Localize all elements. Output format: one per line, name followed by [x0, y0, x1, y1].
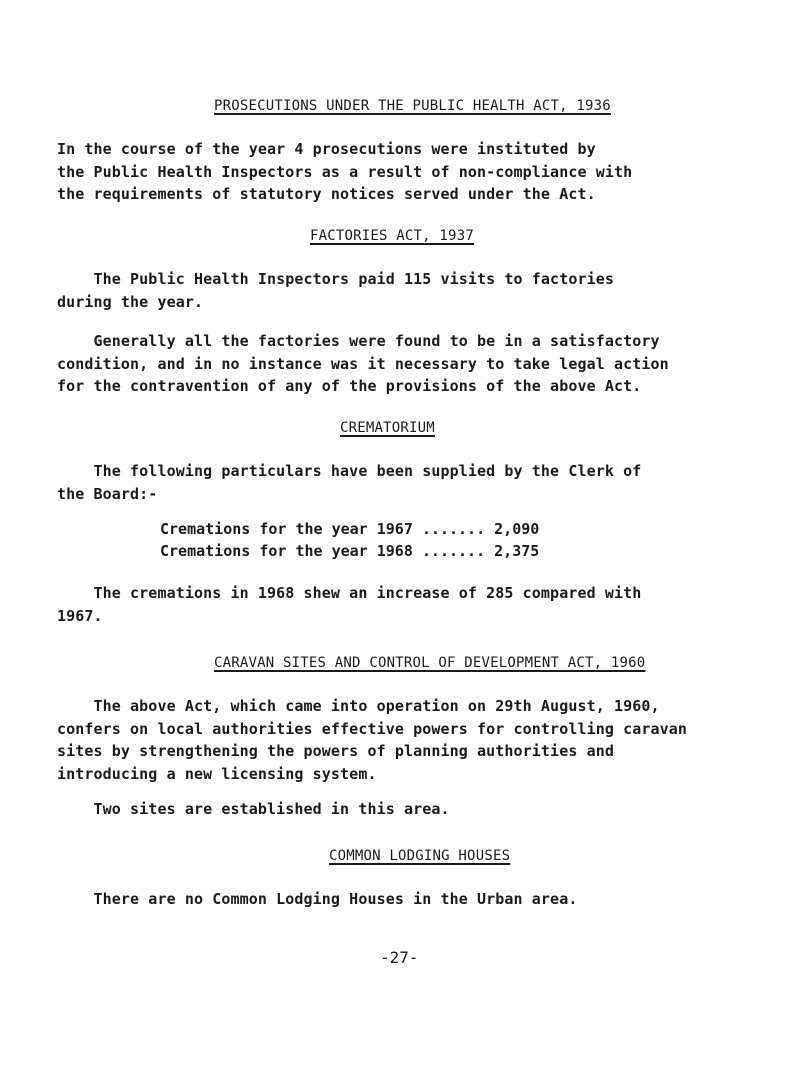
- cremations-row-1967: Cremations for the year 1967 ....... 2,090: [160, 520, 540, 538]
- paragraph-caravan-sites: Two sites are established in this area.: [57, 800, 450, 818]
- paragraph-caravan-act: The above Act, which came into operation on 29th August, 1960, confers on local authorities effective powers for controlling caravan sites by strengthening the powers of planning authorities and introducing a new licensing system.: [57, 697, 688, 783]
- paragraph-prosecutions: In the course of the year 4 prosecutions were instituted by the Public Health Inspectors as a result of non-compliance with the requirements of statutory notices served under the Act.: [57, 140, 633, 203]
- paragraph-lodging: There are no Common Lodging Houses in the Urban area.: [57, 890, 578, 908]
- heading-lodging: COMMON LODGING HOUSES: [329, 848, 511, 864]
- paragraph-factories-condition: Generally all the factories were found to be in a satisfactory condition, and in no instance was it necessary to take legal action for the contravention of any of the provisions of the above Act.: [57, 332, 669, 395]
- paragraph-factories-visits: The Public Health Inspectors paid 115 visits to factories during the year.: [57, 270, 614, 311]
- page-number: -27-: [380, 948, 419, 967]
- cremations-row-1968: Cremations for the year 1968 ....... 2,375: [160, 542, 540, 560]
- heading-crematorium: CREMATORIUM: [340, 420, 435, 436]
- heading-prosecutions: PROSECUTIONS UNDER THE PUBLIC HEALTH ACT, 1936: [214, 98, 611, 114]
- paragraph-crematorium-intro: The following particulars have been supplied by the Clerk of the Board:-: [57, 462, 642, 503]
- paragraph-crematorium-increase: The cremations in 1968 shew an increase of 285 compared with 1967.: [57, 584, 642, 625]
- heading-factories: FACTORIES ACT, 1937: [310, 228, 474, 244]
- heading-caravan: CARAVAN SITES AND CONTROL OF DEVELOPMENT ACT, 1960: [214, 655, 646, 671]
